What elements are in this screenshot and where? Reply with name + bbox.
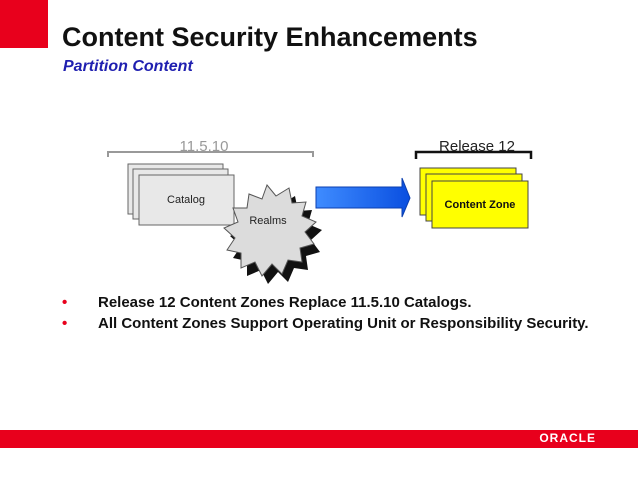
content-zone-stack xyxy=(420,168,528,228)
bullet-dot: • xyxy=(62,294,68,311)
bullet-dot: • xyxy=(62,315,68,332)
left-label: 11.5.10 xyxy=(179,138,229,155)
catalog-label: Catalog xyxy=(167,194,205,206)
slide-subtitle: Partition Content xyxy=(63,58,193,75)
bullet-list xyxy=(60,293,600,335)
transition-arrow xyxy=(316,178,410,217)
realms-starburst xyxy=(224,185,322,284)
oracle-logo: ORACLE xyxy=(539,431,596,445)
bullet-text: All Content Zones Support Operating Unit or Responsibility Security. xyxy=(98,315,589,332)
bullet-text: Release 12 Content Zones Replace 11.5.10 Catalogs. xyxy=(98,294,472,311)
realms-label: Realms xyxy=(249,215,287,227)
content-zone-label: Content Zone xyxy=(444,199,516,211)
bullet-item xyxy=(60,314,600,333)
bullet-item xyxy=(60,293,600,312)
slide-title: Content Security Enhancements xyxy=(62,22,478,52)
right-label: Release 12 xyxy=(439,138,515,155)
